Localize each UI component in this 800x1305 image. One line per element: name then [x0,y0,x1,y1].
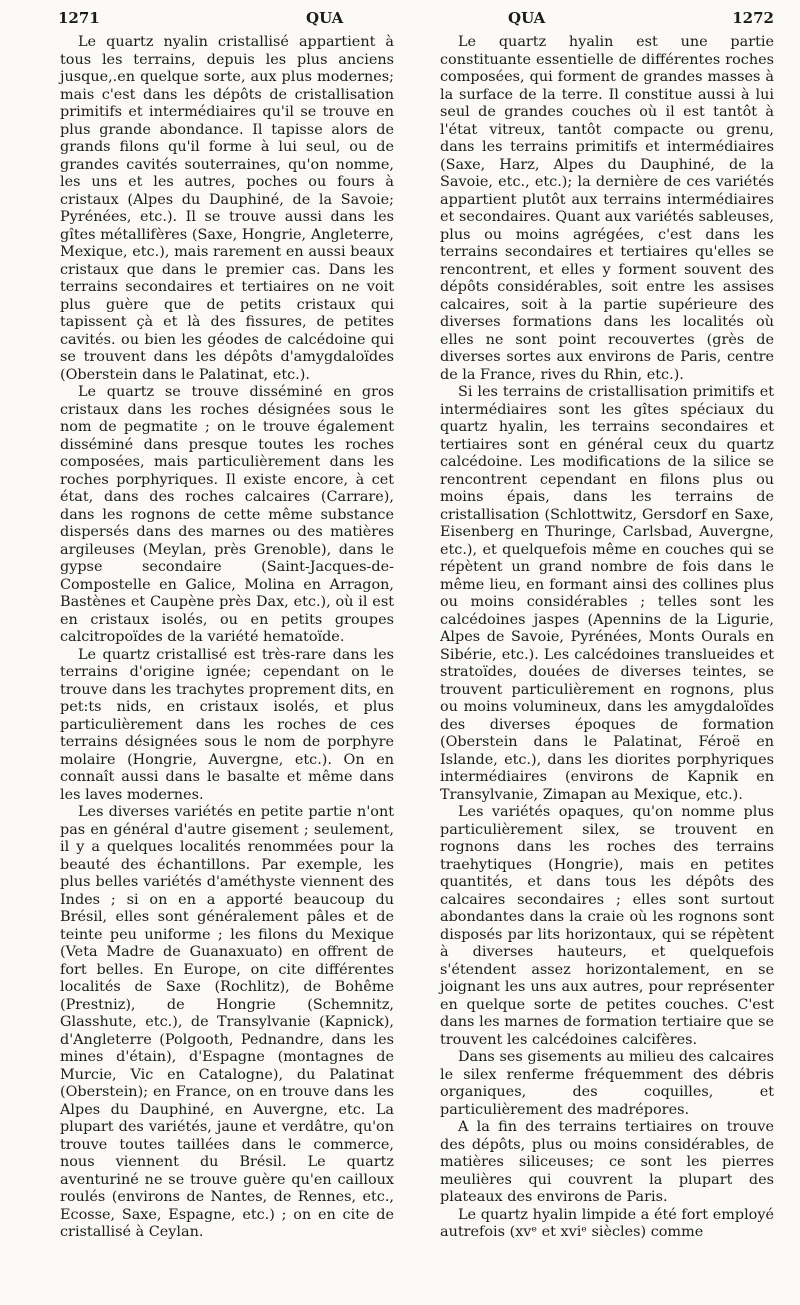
right-running-head: QUA [508,9,546,27]
paragraph: A la fin des terrains tertiaires on trouve des dépôts, plus ou moins considérables, de matières siliceuses; ce sont les pierres meulières qui couvrent la plupart des plateaux des environs de Paris. [440,1119,774,1205]
left-page-number: 1271 [58,9,100,27]
paragraph: Le quartz cristallisé est très-rare dans les terrains d'origine ignée; cependant on le trouve dans les trachytes proprement dits, en pet:ts nids, en cristaux isolés, et plus particulièrement dans les roches de ces terrains désignées sous le nom de porphyre molaire (Hongrie, Auvergne, etc.). On en connaît aussi dans le basalte et même dans les laves modernes. [60,646,394,803]
paragraph: Les diverses variétés en petite partie n'ont pas en général d'autre gisement ; seulement, il y a quelques localités renommées pour la beauté des échantillons. Par exemple, les plus belles variétés d'améthyste viennent des Indes ; si on en a apporté beaucoup du Brésil, elles sont généralement pâles et de teinte peu uniforme ; les filons du Mexique (Veta Madre de Guanaxuato) en offrent de fort belles. En Europe, on cite différentes localités de Saxe (Rochlitz), de Bohême (Prestniz), de Hongrie (Schemnitz, Glasshute, etc.), de Transylvanie (Kapnick), d'Angleterre (Polgooth, Pednandre, dans les mines d'étain), d'Espagne (montagnes de Murcie, Vic en Catalogne), du Palatinat (Oberstein); en France, on en trouve dans les Alpes du Dauphiné, en Auvergne, etc. La plupart des variétés, jaune et verdâtre, qu'on trouve toutes taillées dans le commerce, nous viennent du Brésil. Le quartz aventuriné ne se trouve guère qu'en cailloux roulés (environs de Nantes, de Rennes, etc., Ecosse, Saxe, Espagne, etc.) ; on en cite de cristallisé à Ceylan. [60,804,394,1240]
paragraph: Le quartz se trouve disséminé en gros cristaux dans les roches désignées sous le nom de pegmatite ; on le trouve également disséminé dans presque toutes les roches composées, mais particulièrement dans les roches porphyriques. Il existe encore, à cet état, dans des roches calcaires (Carrare), dans les rognons de cette même substance dispersés dans des marnes ou des matières argileuses (Meylan, près Grenoble), dans le gypse secondaire (Saint-Jacques-de-Compostelle en Galice, Molina en Arragon, Bastènes et Caupène près Dax, etc.), où il est en cristaux isolés, ou en petits groupes calcitropoïdes de la variété hematoïde. [60,384,394,645]
text-columns [58,34,774,1242]
left-column [60,34,394,1242]
paragraph: Le quartz hyalin limpide a été fort employé autrefois (xvᵉ et xviᵉ siècles) comme [440,1206,774,1240]
right-column [440,34,774,1242]
paragraph: Le quartz nyalin cristallisé appartient à tous les terrains, depuis les plus anciens jusque,.en quelque sorte, aux plus modernes; mais c'est dans les dépôts de cristallisation primitifs et intermédiaires qu'il se trouve en plus grande abondance. Il tapisse alors de grands filons qu'il forme à lui seul, ou de grandes cavités souterraines, qu'on nomme, les uns et les autres, poches ou fours à cristaux (Alpes du Dauphiné, de la Savoie; Pyrénées, etc.). Il se trouve aussi dans les gîtes métallifères (Saxe, Hongrie, Angleterre, Mexique, etc.), mais rarement en aussi beaux cristaux que dans le premier cas. Dans les terrains secondaires et tertiaires on ne voit plus guère que de petits cristaux qui tapissent çà et là des fissures, de petites cavités. ou bien les géodes de calcédoine qui se trouvent dans les dépôts d'amygdaloïdes (Oberstein dans le Palatinat, etc.). [60,34,394,383]
paragraph: Si les terrains de cristallisation primitifs et intermédiaires sont les gîtes spéciaux du quartz hyalin, les terrains secondaires et tertiaires sont en général ceux du quartz calcédoine. Les modifications de la silice se rencontrent cependant en filons plus ou moins épais, dans les terrains de cristallisation (Schlottwitz, Gersdorf en Saxe, Eisenberg en Thuringe, Carlsbad, Auvergne, etc.), et quelquefois même en couches qui se répètent un grand nombre de fois dans le même lieu, en formant ainsi des collines plus ou moins considérables ; telles sont les calcédoines jaspes (Apennins de la Ligurie, Alpes de Savoie, Pyrénées, Monts Ourals en Sibérie, etc.). Les calcédoines translueides et stratoïdes, douées de diverses teintes, se trouvent particulièrement en rognons, plus ou moins volumineux, dans les amygdaloïdes des diverses époques de formation (Oberstein dans le Palatinat, Féroë en Islande, etc.), dans les diorites porphyriques intermédiaires (environs de Kapnik en Transylvanie, Zimapan au Mexique, etc.). [440,384,774,803]
paragraph: Les variétés opaques, qu'on nomme plus particulièrement silex, se trouvent en rognons dans les roches des terrains traehytiques (Hongrie), mais en petites quantités, et dans tous les dépôts des calcaires secondaires ; elles sont surtout abondantes dans la craie où les rognons sont disposés par lits horizontaux, qui se répètent à diverses hauteurs, et quelquefois s'étendent assez horizontalement, en se joignant les uns aux autres, pour représenter en quelque sorte de petites couches. C'est dans les marnes de formation tertiaire que se trouvent les calcédoines calcifères. [440,804,774,1048]
left-running-head: QUA [306,9,344,27]
right-page-number: 1272 [732,9,774,27]
paragraph: Dans ses gisements au milieu des calcaires le silex renferme fréquemment des débris organiques, des coquilles, et particulièrement des madrépores. [440,1049,774,1118]
running-header [58,6,774,34]
paragraph: Le quartz hyalin est une partie constituante essentielle de différentes roches composées, qui forment de grandes masses à la surface de la terre. Il constitue aussi à lui seul de grandes couches où il est tantôt à l'état vitreux, tantôt compacte ou grenu, dans les terrains primitifs et intermédiaires (Saxe, Harz, Alpes du Dauphiné, de la Savoie, etc., etc.); la dernière de ces variétés appartient plutôt aux terrains intermédiaires et secondaires. Quant aux variétés sableuses, plus ou moins agrégées, c'est dans les terrains secondaires et tertiaires qu'elles se rencontrent, et elles y forment souvent des dépôts considérables, soit entre les assises calcaires, soit à la partie supérieure des diverses formations dans les localités où elles ne sont point recouvertes (grès de diverses sortes aux environs de Paris, centre de la France, rives du Rhin, etc.). [440,34,774,383]
